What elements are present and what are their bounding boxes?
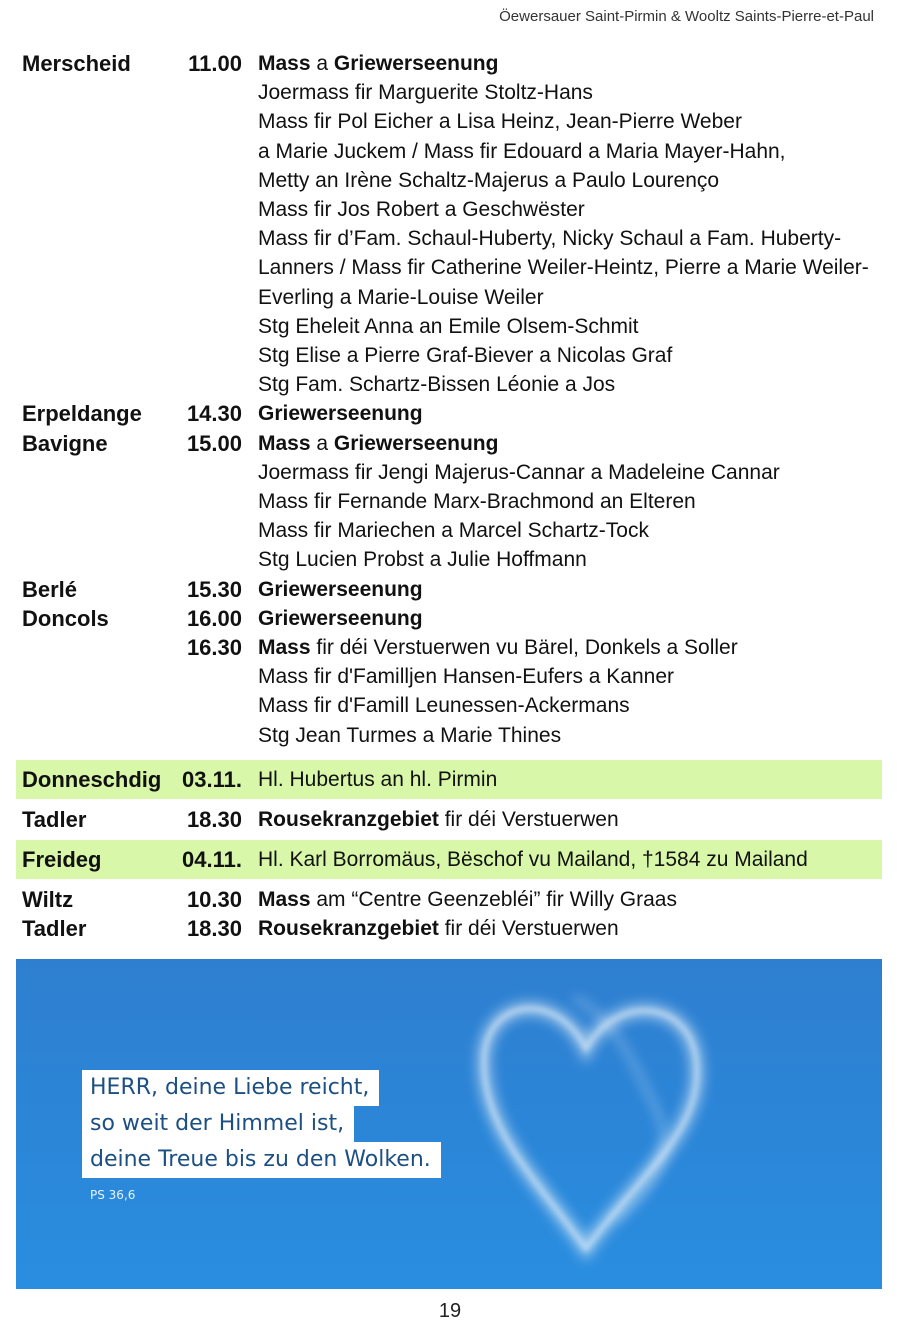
time: 14.30 <box>186 401 242 427</box>
intention-line: Mass fir Jos Robert a Geschwëster <box>258 198 585 222</box>
intention-line: Griewerseenung <box>258 402 423 426</box>
intention-line: Mass fir d’Fam. Schaul-Huberty, Nicky Schaul a Fam. Huberty- <box>258 227 842 251</box>
time: 16.00 <box>186 605 242 631</box>
schedule-entry-tadler <box>16 914 882 943</box>
feast-of-day: Hl. Karl Borromäus, Bëschof vu Mailand, †1584 zu Mailand <box>258 848 808 872</box>
intention-line: Mass am “Centre Geenzebléi” fir Willy Graas <box>258 888 677 912</box>
day-header-friday <box>16 840 882 879</box>
intention-line: Stg Fam. Schartz-Bissen Léonie a Jos <box>258 373 616 397</box>
schedule-entry-doncols-mass <box>16 633 882 750</box>
day-date: 04.11. <box>182 847 242 873</box>
intention-line: Everling a Marie-Louise Weiler <box>258 285 544 309</box>
intentions <box>258 633 882 750</box>
bible-verse-banner <box>16 959 882 1289</box>
intention-line: Rousekranzgebiet fir déi Verstuerwen <box>258 917 619 941</box>
intention-line: Rousekranzgebiet fir déi Verstuerwen <box>258 807 619 831</box>
day-date: 03.11. <box>182 766 242 792</box>
time: 15.30 <box>186 576 242 602</box>
day-header-thursday <box>16 760 882 799</box>
schedule-entry-bavigne <box>16 429 882 575</box>
verse-line: HERR, deine Liebe reicht, <box>82 1070 379 1106</box>
time: 11.00 <box>188 51 242 76</box>
day-name: Freideg <box>22 847 102 873</box>
intention-line: Joermass fir Marguerite Stoltz-Hans <box>258 81 593 105</box>
intention-line: Mass fir Fernande Marx-Brachmond an Elteren <box>258 490 696 514</box>
intention-line: Stg Lucien Probst a Julie Hoffmann <box>258 548 587 572</box>
intention-line: Stg Jean Turmes a Marie Thines <box>258 723 562 747</box>
intention-line: Griewerseenung <box>258 606 423 630</box>
verse-reference: PS 36,6 <box>90 1188 136 1202</box>
schedule-entry-doncols <box>16 604 882 633</box>
page-header: Öewersauer Saint-Pirmin & Wooltz Saints-Pierre-et-Paul <box>499 8 874 25</box>
page-number: 19 <box>438 1300 462 1322</box>
schedule-entry-erpeldange <box>16 399 882 428</box>
time: 15.00 <box>186 430 242 456</box>
intention-line: Griewerseenung <box>258 577 423 601</box>
intention-line: Joermass fir Jengi Majerus-Cannar a Madeleine Cannar <box>258 460 780 484</box>
intention-line: Mass fir d'Famill Leunessen-Ackermans <box>258 694 630 718</box>
feast-of-day: Hl. Hubertus an hl. Pirmin <box>258 767 498 791</box>
intention-line: Mass fir Mariechen a Marcel Schartz-Tock <box>258 519 649 543</box>
schedule-entry-merscheid <box>16 49 882 399</box>
verse-line: so weit der Himmel ist, <box>82 1106 354 1142</box>
intention-line: a Marie Juckem / Mass fir Edouard a Maria Mayer-Hahn, <box>258 139 786 163</box>
cloud-heart-icon <box>484 999 697 1249</box>
time: 18.30 <box>186 806 242 832</box>
location: Tadler <box>22 806 87 832</box>
location: Berlé <box>22 576 78 602</box>
location: Merscheid <box>22 51 131 76</box>
intention-line: Mass fir Pol Eicher a Lisa Heinz, Jean-Pierre Weber <box>258 110 742 134</box>
intention-line: Metty an Irène Schaltz-Majerus a Paulo Lourenço <box>258 168 720 192</box>
schedule-entry-tadler <box>16 805 882 834</box>
intention-line: Stg Eheleit Anna an Emile Olsem-Schmit <box>258 314 639 338</box>
intention-line: Mass fir d'Familljen Hansen-Eufers a Kanner <box>258 665 675 689</box>
schedule-entry-wiltz <box>16 885 882 914</box>
location: Bavigne <box>22 430 108 456</box>
intention-line: Mass fir déi Verstuerwen vu Bärel, Donkels a Soller <box>258 636 738 660</box>
intention-line: Mass a Griewerseenung <box>258 52 499 75</box>
intention-line: Mass a Griewerseenung <box>258 431 499 455</box>
intentions <box>258 429 882 575</box>
intention-line: Lanners / Mass fir Catherine Weiler-Heintz, Pierre a Marie Weiler- <box>258 256 869 280</box>
day-name: Donneschdig <box>22 766 162 792</box>
location: Erpeldange <box>22 401 142 427</box>
location: Tadler <box>22 916 87 942</box>
verse-line: deine Treue bis zu den Wolken. <box>82 1142 441 1178</box>
location: Doncols <box>22 605 109 631</box>
intention-line: Stg Elise a Pierre Graf-Biever a Nicolas Graf <box>258 344 673 368</box>
time: 16.30 <box>186 635 242 661</box>
intentions <box>258 49 882 399</box>
verse-quote <box>82 1070 441 1202</box>
time: 18.30 <box>186 916 242 942</box>
location: Wiltz <box>22 887 74 913</box>
time: 10.30 <box>186 887 242 913</box>
schedule-entry-berle <box>16 575 882 604</box>
mass-schedule <box>16 49 882 943</box>
